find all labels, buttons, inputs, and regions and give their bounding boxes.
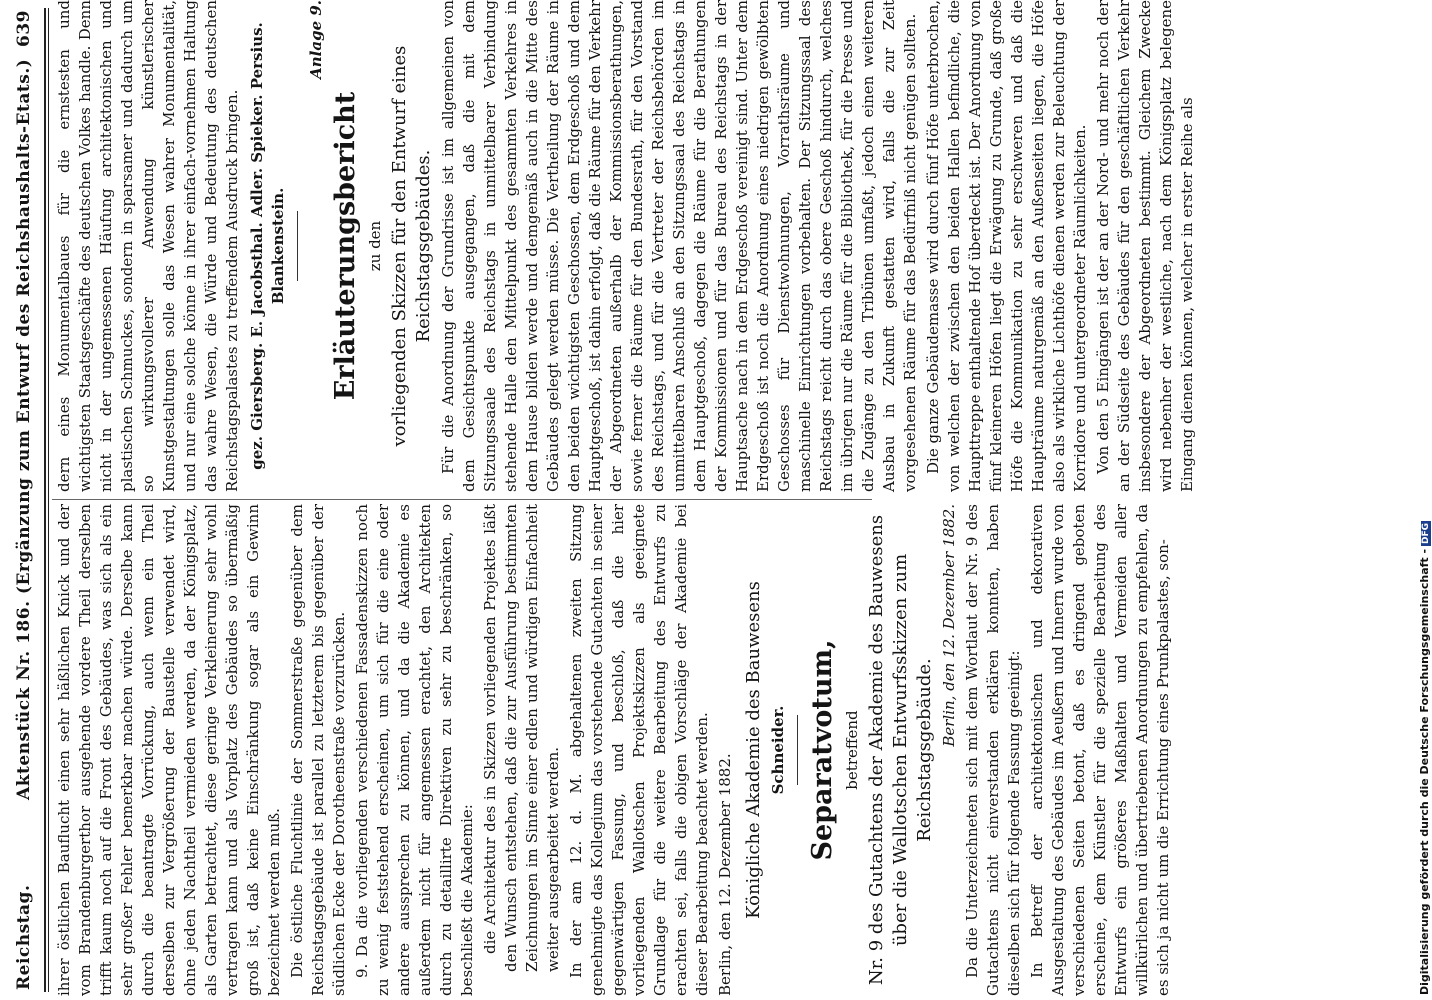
col2-paragraph-4: Von den 5 Eingängen ist der an der Nord- und mehr noch der an der Südseite des Gebäudes für den geschäftlichen Verkehr insbesondere der Abgeordneten bestimmt. Gleichem Zwecke wird nebenher der westliche, nach dem Königsplatz belegene Eingang dienen können, welcher in erster Reihe als	[1094, 0, 1196, 492]
col2-paragraph-3: Die ganze Gebäudemasse wird durch fünf Höfe unterbrochen, von welchen der zwischen den beiden Hallen befindliche, die Haupttreppe enthaltende Hof überdeckt ist. Der Anordnung von fünf kleineren Höfen liegt die Erwägung zu Grunde, daß große Höfe die Kommunikation zu sehr erschweren und daß die Haupträume naturgemäß an den Außenseiten liegen, die Höfe also als wirkliche Lichthöfe dienen werden zur Beleuchtung der Korridore und untergeordneter Räumlichkeiten.	[924, 0, 1089, 492]
separatvotum-title: Separatvotum,	[807, 639, 838, 861]
zu-den-label: zu den	[366, 220, 384, 272]
col1-paragraph-6: In Betreff der architektonischen und dekorativen Ausgestaltung des Gebäudes im Aeußern und Innern wurde von verschiedenen Seiten betont, daß es dringend geboten erscheine, dem Künstler für die spezielle Bearbeitung des Entwurfs ein größeres Maßhalten und Vermeiden aller willkürlichen und übertriebenen Anordnungen zu empfehlen, da es sich ja nicht um die Errichtung eines Prunkpalastes, son-	[1028, 504, 1172, 996]
header-rule	[44, 8, 46, 992]
col2-paragraph-2: Für die Anordnung der Grundrisse ist im allgemeinen von dem Gesichtspunkte ausgegangen, daß die mit dem Sitzungssaale des Reichstags in unmittelbarer Verbindung stehende Halle den Mittelpunkt des gesammten Verkehres in dem Hause bilden werde und demgemäß auch in die Mitte des Gebäudes gelegt werden müsse. Die Vertheilung der Räume in den beiden wichtigsten Geschossen, dem Erdgeschoß und dem Hauptgeschoß, ist dahin erfolgt, daß die Räume für den Verkehr der Abgeordneten außerhalb der Kommissionsberathungen, sowie ferner die Räume für den Bundesrath, für den Vorstand des Reichstags, und für die Vertreter der Reichsbehörden im unmittelbaren Anschluß an den Sitzungssaal des Reichstags in dem Hauptgeschoß, dagegen die Räume für die Berathungen der Kommissionen und für das Bureau des Reichstags in der Hauptsache nach in dem Erdgeschoß vereinigt sind. Unter dem Erdgeschoß ist noch die Anordnung eines niedrigen gewölbten Geschosses für Dienstwohnungen, Vorrathsräume und maschinelle Einrichtungen vorbehalten. Der Sitzungssaal des Reichstags reicht durch das obere Geschoß hindurch, welches im übrigen nur die Räume für die Bibliothek, für die Presse und die Zugänge zu den Tribünen umfaßt, jedoch einen weiteren Ausbau in Zukunft gestatten wird, falls die zur Zeit vorgesehenen Räume für das Bedürfniß nicht genügen sollten.	[439, 0, 919, 492]
column-left	[54, 504, 1172, 996]
col1-date-2: Berlin, den 12. Dezember 1882.	[940, 504, 958, 747]
col1-paragraph-3: 9. Da die vorliegenden verschiedenen Fassadenskizzen noch zu wenig feststehend erscheinen, um sich für die eine oder andere aussprechen zu können, und da die Akademie es außerdem nicht für angemessen erachtet, den Architekten durch zu detaillirte Direktiven zu sehr zu beschränken, so beschließt die Akademie:	[353, 504, 476, 996]
col1-paragraph-4: In der am 12. d. M. abgehaltenen zweiten Sitzung genehmigte das Kollegium das vorstehende Gutachten in seiner gegenwärtigen Fassung, und beschloß, daß die hier vorliegenden Wallotschen Projektskizzen als geeignete Grundlage für die weitere Bearbeitung des Entwurfs zu erachten sei, falls die obigen Vorschläge der Akademie bei dieser Bearbeitung beachtet werden.	[567, 504, 711, 996]
col1-institution: Königliche Akademie des Bauwesens	[743, 581, 764, 919]
betreffend-label: betreffend	[843, 710, 861, 790]
section-divider	[797, 715, 798, 785]
dfg-logo: DFG	[1421, 522, 1431, 544]
page-number: 639	[14, 10, 34, 47]
col2-paragraph-1: dern eines Monumentalbaues für die ernstesten und wichtigsten Staatsgeschäfte des deutschen Volkes handle. Denn nicht in der ungemessenen Häufung architektonischen und plastischen Schmuckes, sondern in sparsamer und dadurch um so wirkungsvollerer Anwendung künstlerischer Kunstgestaltungen solle das Wesen wahrer Monumentalität, und nur eine solche könne in ihrer einfach-vornehmen Haltung das wahre Wesen, die Würde und Bedeutung des deutschen Reichstagspalastes zu treffendem Ausdruck bringen.	[55, 0, 241, 492]
col1-date-1: Berlin, den 12. Dezember 1882.	[716, 753, 734, 996]
anlage-label: Anlage 9.	[307, 0, 325, 79]
erlaeuterungsbericht-subject: vorliegenden Skizzen für den Entwurf eines Reichstagsgebäudes.	[389, 45, 434, 447]
col1-paragraph-2: Die östliche Fluchtlinie der Sommerstraße gegenüber dem Reichstagsgebäude ist parallel zu letzterem bis gegenüber der südlichen Ecke der Dorotheenstraße vorzurücken.	[288, 504, 348, 996]
col2-signers: gez. Giersberg. E. Jacobsthal. Adler. Spieker. Persius. Blankenstein.	[248, 22, 287, 470]
page-header	[8, 10, 42, 990]
header-title: Aktenstück Nr. 186. (Ergänzung zum Entwurf des Reichshaushalts-Etats.)	[14, 58, 34, 800]
column-divider	[52, 499, 872, 500]
header-rule-thin	[48, 8, 49, 992]
erlaeuterungsbericht-title: Erläuterungsbericht	[330, 91, 361, 401]
digitization-credit-text: Digitalisierung gefördert durch die Deutsche Forschungsgemeinschaft -	[1418, 548, 1431, 995]
column-right	[54, 0, 1196, 492]
col1-paragraph-5: Da die Unterzeichneten sich mit dem Wortlaut der Nr. 9 des Gutachtens nicht einverstanden erklären konnten, haben dieselben sich für folgende Fassung geeinigt:	[963, 504, 1023, 996]
header-left: Reichstag.	[14, 884, 34, 990]
col1-quote: die Architektur des in Skizzen vorliegenden Projektes läßt den Wunsch entstehen, daß die zur Ausführung bestimmten Zeichnungen im Sinne einer edlen und würdigen Einfachheit weiter ausgearbeitet werden.	[481, 504, 562, 972]
section-divider-2	[297, 211, 298, 281]
col1-paragraph-1: ihrer östlichen Bauflucht einen sehr häßlichen Knick und der vom Brandenburgerthor ausgehende vordere Theil derselben trifft kaum noch auf die Front des Gebäudes, was sich als ein sehr großer Fehler bemerkbar machen würde. Derselbe kann durch die beantragte Vorrückung, auch wenn ein Theil derselben zur Vergrößerung der Baustelle verwendet wird, ohne jeden Nachtheil vermieden werden, da der Königsplatz, als Garten betrachtet, diese geringe Verkleinerung sehr wohl vertragen kann und als Vorplatz des Gebäudes so übermäßig groß ist, daß keine Einschränkung sogar als ein Gewinn bezeichnet werden muß.	[55, 504, 283, 996]
col1-signer: Schneider.	[769, 705, 787, 795]
digitization-credit	[1418, 521, 1431, 995]
separatvotum-subject: Nr. 9 des Gutachtens der Akademie des Bauwesens über die Wallotschen Entwurfsskizzen zum Reichstagsgebäude.	[866, 514, 935, 986]
